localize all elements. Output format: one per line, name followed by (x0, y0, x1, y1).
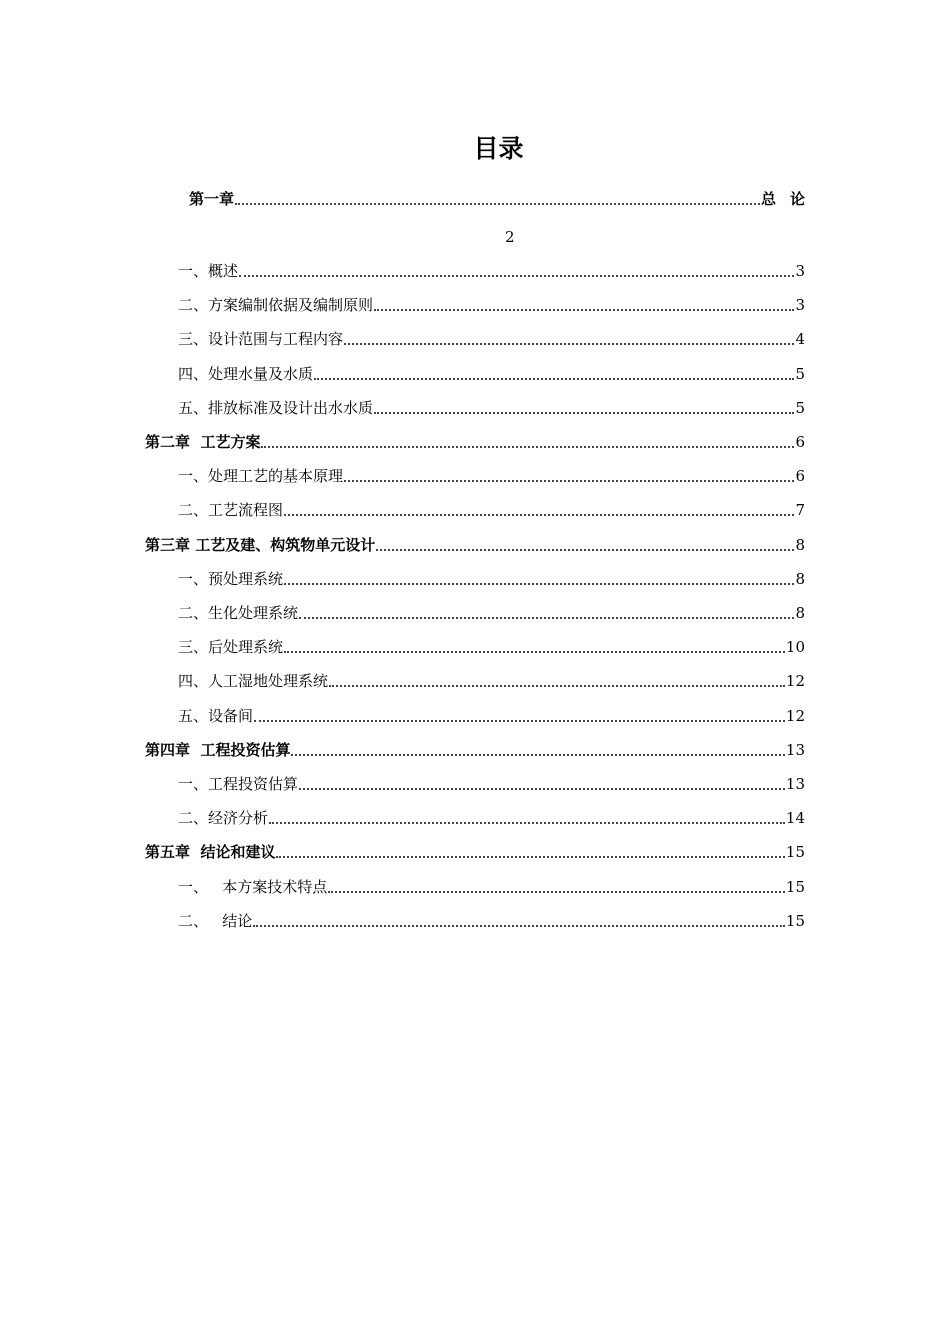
toc-entry-label: 一、概述 (178, 262, 239, 280)
toc-title: 目录 (473, 134, 524, 163)
toc-entry-chapter-1[interactable] (189, 188, 819, 210)
toc-entry-page-number: 13 (785, 775, 805, 793)
toc-entry-page-number: 3 (795, 262, 805, 280)
toc-entry[interactable] (178, 773, 805, 795)
toc-entry-page-number: 8 (795, 604, 805, 622)
dot-leader (299, 595, 794, 619)
toc-entry[interactable] (178, 328, 805, 350)
toc-entry-label: 二、 结论 (178, 912, 253, 930)
dot-leader (284, 561, 794, 585)
toc-entry[interactable] (178, 807, 805, 829)
toc-entry[interactable] (178, 397, 805, 419)
dot-leader (269, 800, 785, 824)
toc-entry-label: 二、生化处理系统 (178, 604, 299, 622)
toc-entry-page-number: 10 (785, 638, 805, 656)
toc-entry[interactable] (178, 260, 805, 282)
toc-entry-label: 一、处理工艺的基本原理 (178, 467, 344, 485)
toc-entry-page-number: 3 (795, 296, 805, 314)
toc-entry-page-number: 2 (505, 228, 515, 246)
toc-entry[interactable] (178, 465, 805, 487)
toc-entry-label: 第一章 (189, 190, 235, 208)
toc-entry[interactable] (178, 294, 805, 316)
toc-entry[interactable] (145, 431, 805, 453)
toc-entry-label: 第四章 工程投资估算 (145, 741, 291, 759)
dot-leader (376, 527, 794, 551)
dot-leader (314, 356, 794, 380)
toc-entry[interactable] (178, 499, 805, 521)
dot-leader (344, 321, 794, 345)
dot-leader (235, 181, 760, 205)
toc-entry-label: 第五章 结论和建议 (145, 843, 276, 861)
toc-entry[interactable] (145, 534, 805, 556)
toc-entry-page-number: 6 (795, 433, 805, 451)
toc-entry-label: 一、 本方案技术特点 (178, 878, 328, 896)
toc-entry-page-number: 12 (785, 672, 805, 690)
toc-entry-label: 一、工程投资估算 (178, 775, 299, 793)
dot-leader (261, 424, 794, 448)
toc-entry-page-number: 8 (795, 536, 805, 554)
toc-entry-label: 一、预处理系统 (178, 570, 284, 588)
dot-leader (329, 663, 785, 687)
toc-entry-page-number: 15 (785, 912, 805, 930)
toc-entry-page-number: 8 (795, 570, 805, 588)
toc-entry-label: 三、设计范围与工程内容 (178, 330, 344, 348)
dot-leader (284, 492, 794, 516)
toc-entry-page-number: 4 (795, 330, 805, 348)
toc-entry-page-number: 15 (785, 843, 805, 861)
dot-leader (328, 869, 785, 893)
toc-entry-page-number: 5 (795, 365, 805, 383)
dot-leader (374, 390, 794, 414)
toc-entry-page-number: 14 (785, 809, 805, 827)
dot-leader (276, 834, 784, 858)
dot-leader (374, 287, 794, 311)
toc-entry-label: 第二章 工艺方案 (145, 433, 261, 451)
toc-entry[interactable] (178, 705, 805, 727)
dot-leader (239, 253, 794, 277)
toc-entry-label: 第三章 工艺及建、构筑物单元设计 (145, 536, 376, 554)
toc-entry-page-number: 12 (785, 707, 805, 725)
toc-entry-label: 五、设备间 (178, 707, 254, 725)
dot-leader (291, 732, 784, 756)
dot-leader (254, 698, 785, 722)
toc-entry-label: 二、工艺流程图 (178, 501, 284, 519)
toc-entry-label: 四、人工湿地处理系统 (178, 672, 329, 690)
toc-entry-page-text: 总论 (760, 190, 819, 208)
toc-entry[interactable] (145, 841, 805, 863)
toc-entry[interactable] (178, 876, 805, 898)
toc-entry-page-number: 5 (795, 399, 805, 417)
dot-leader (299, 766, 785, 790)
toc-entry[interactable] (178, 670, 805, 692)
toc-entry-label: 二、方案编制依据及编制原则 (178, 296, 374, 314)
toc-entry[interactable] (178, 910, 805, 932)
toc-entry[interactable] (178, 363, 805, 385)
dot-leader (284, 629, 785, 653)
toc-entry-label: 二、经济分析 (178, 809, 269, 827)
toc-entry-label: 五、排放标准及设计出水水质 (178, 399, 374, 417)
dot-leader (344, 458, 794, 482)
dot-leader (253, 903, 785, 927)
toc-entry-page-number: 6 (795, 467, 805, 485)
toc-entry[interactable] (145, 739, 805, 761)
toc-entry-page-number: 7 (795, 501, 805, 519)
toc-entry-label: 三、后处理系统 (178, 638, 284, 656)
toc-entry-page-number: 13 (785, 741, 805, 759)
toc-entry[interactable] (178, 636, 805, 658)
toc-entry-page-number: 15 (785, 878, 805, 896)
toc-entry-label: 四、处理水量及水质 (178, 365, 314, 383)
toc-entry[interactable] (178, 568, 805, 590)
toc-entry[interactable] (178, 602, 805, 624)
